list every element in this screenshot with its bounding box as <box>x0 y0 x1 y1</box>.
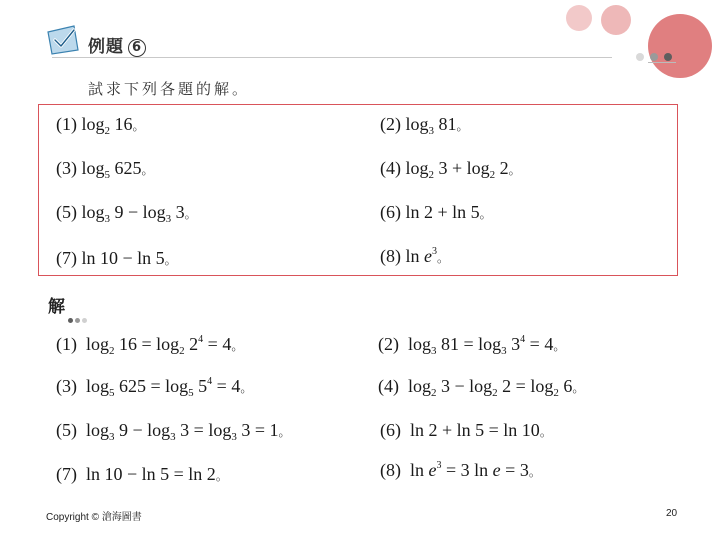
punctuation: 。 <box>479 207 492 221</box>
solution-text: 5 <box>193 376 208 396</box>
punctuation: 。 <box>553 339 566 353</box>
solution-subscript: 3 <box>170 431 176 443</box>
problem-text: ln <box>405 246 425 266</box>
solution-superscript: 4 <box>207 376 213 387</box>
punctuation: 。 <box>231 339 244 353</box>
decor-circle-large <box>648 14 712 78</box>
problem-text: 81 <box>434 114 457 134</box>
solution-7 <box>56 464 228 485</box>
problem-text: log <box>405 158 429 178</box>
solution-subscript: 3 <box>501 345 507 357</box>
solution-text: = 4 <box>525 334 554 354</box>
solution-text: ln 2 + ln 5 = ln 10 <box>410 420 540 440</box>
problem-label: (2) <box>380 114 401 134</box>
solution-subscript: 5 <box>109 387 115 399</box>
decor-dot <box>650 53 658 61</box>
problem-subscript: 3 <box>165 213 172 225</box>
problem-label: (7) <box>56 248 77 268</box>
solution-text: = 4 <box>203 334 232 354</box>
problem-label: (4) <box>380 158 401 178</box>
solution-text: 3 = log <box>175 420 232 440</box>
problem-8 <box>380 246 449 267</box>
solution-text: 6 <box>558 376 573 396</box>
example-number-badge: 6 <box>128 39 146 57</box>
punctuation: 。 <box>215 469 228 483</box>
punctuation: 。 <box>141 163 154 177</box>
solution-5 <box>56 420 291 443</box>
solution-text: 3 − log <box>436 376 493 396</box>
example-title <box>88 32 146 57</box>
problem-subscript: 2 <box>428 169 435 181</box>
problem-text: e <box>424 246 433 266</box>
problem-text: ln 10 − ln 5 <box>81 248 165 268</box>
problem-subscript: 3 <box>104 213 111 225</box>
decor-dot <box>75 318 80 323</box>
punctuation: 。 <box>456 119 469 133</box>
punctuation: 。 <box>437 251 450 265</box>
solution-subscript: 2 <box>431 387 437 399</box>
problem-subscript: 2 <box>104 125 111 137</box>
problem-text: ln 2 + ln 5 <box>405 202 480 222</box>
solution-text: = 4 <box>212 376 241 396</box>
solution-label: (7) <box>56 464 77 484</box>
solution-superscript: 4 <box>198 334 204 345</box>
decor-dot <box>636 53 644 61</box>
problem-7 <box>56 248 177 269</box>
solution-subscript: 3 <box>109 431 115 443</box>
decor-dot <box>664 53 672 61</box>
solution-label: (1) <box>56 334 77 354</box>
problem-text: log <box>81 202 105 222</box>
solution-text: log <box>86 334 110 354</box>
problem-label: (8) <box>380 246 401 266</box>
solution-text: log <box>408 334 432 354</box>
page-number: 20 <box>666 508 678 519</box>
punctuation: 。 <box>539 425 552 439</box>
copyright-text: Copyright © 滄海圖書 <box>46 512 142 523</box>
decor-circle-small <box>566 5 592 31</box>
solution-text: = 3 ln <box>441 460 493 480</box>
problem-label: (3) <box>56 158 77 178</box>
problem-text: 625 <box>110 158 142 178</box>
solution-4 <box>378 376 584 399</box>
problem-subscript: 5 <box>104 169 111 181</box>
solution-text: 2 <box>184 334 199 354</box>
solution-label: (2) <box>378 334 399 354</box>
solution-subscript: 3 <box>431 345 437 357</box>
solution-text: 16 = log <box>114 334 180 354</box>
solution-6 <box>380 420 552 441</box>
solution-text: 3 = 1 <box>236 420 279 440</box>
solution-label: (8) <box>380 460 401 480</box>
punctuation: 。 <box>132 119 145 133</box>
problem-2 <box>380 114 469 137</box>
checkmark-icon <box>44 24 82 56</box>
problem-3 <box>56 158 154 181</box>
problem-4 <box>380 158 521 181</box>
solution-superscript: 4 <box>520 334 526 345</box>
solution-text: 81 = log <box>436 334 502 354</box>
punctuation: 。 <box>528 465 541 479</box>
solution-subscript: 2 <box>553 387 559 399</box>
decor-dot <box>82 318 87 323</box>
header-underline <box>52 57 612 58</box>
solution-superscript: 3 <box>436 460 442 471</box>
solution-1 <box>56 334 243 357</box>
punctuation: 。 <box>164 253 177 267</box>
problem-5 <box>56 202 197 225</box>
problem-superscript: 3 <box>432 246 438 257</box>
solution-3 <box>56 376 252 399</box>
solution-label: (6) <box>380 420 401 440</box>
solution-text: 625 = log <box>114 376 189 396</box>
problem-label: (6) <box>380 202 401 222</box>
problem-text: 3 + log <box>434 158 490 178</box>
punctuation: 。 <box>508 163 521 177</box>
decor-rule <box>648 62 676 63</box>
solution-subscript: 3 <box>231 431 237 443</box>
punctuation: 。 <box>184 207 197 221</box>
problem-label: (5) <box>56 202 77 222</box>
solution-label: (5) <box>56 420 77 440</box>
solution-text: log <box>86 376 110 396</box>
question-prompt: 試求下列各題的解。 <box>88 80 251 98</box>
problem-text: 16 <box>110 114 133 134</box>
solution-mark: 解 <box>48 297 65 317</box>
solution-text: e <box>428 460 437 480</box>
solution-text: e <box>492 460 501 480</box>
solution-subscript: 2 <box>179 345 185 357</box>
solution-8 <box>380 460 541 481</box>
solution-subscript: 5 <box>188 387 194 399</box>
punctuation: 。 <box>278 425 291 439</box>
solution-text: ln <box>410 460 429 480</box>
problem-text: log <box>81 158 105 178</box>
solution-dots <box>68 310 89 328</box>
problem-1 <box>56 114 145 137</box>
decor-dot <box>68 318 73 323</box>
problem-text: 3 <box>171 202 185 222</box>
solution-subscript: 2 <box>109 345 115 357</box>
solution-label: (4) <box>378 376 399 396</box>
solution-text: 3 <box>506 334 521 354</box>
solution-text: log <box>408 376 432 396</box>
solution-text: ln 10 − ln 5 = ln 2 <box>86 464 216 484</box>
example-title-text: 例題 <box>88 37 124 57</box>
problem-subscript: 3 <box>428 125 435 137</box>
solution-2 <box>378 334 565 357</box>
problem-text: log <box>405 114 429 134</box>
solution-subscript: 2 <box>492 387 498 399</box>
problem-text: 2 <box>495 158 509 178</box>
solution-text: log <box>86 420 110 440</box>
problem-text: log <box>81 114 105 134</box>
problem-text: 9 − log <box>110 202 166 222</box>
punctuation: 。 <box>240 381 253 395</box>
problem-subscript: 2 <box>489 169 496 181</box>
solution-label: (3) <box>56 376 77 396</box>
solution-text: 2 = log <box>497 376 554 396</box>
punctuation: 。 <box>572 381 585 395</box>
problem-6 <box>380 202 492 223</box>
problem-label: (1) <box>56 114 77 134</box>
decor-circle-medium <box>601 5 631 35</box>
solution-text: 9 − log <box>114 420 171 440</box>
solution-text: = 3 <box>500 460 529 480</box>
